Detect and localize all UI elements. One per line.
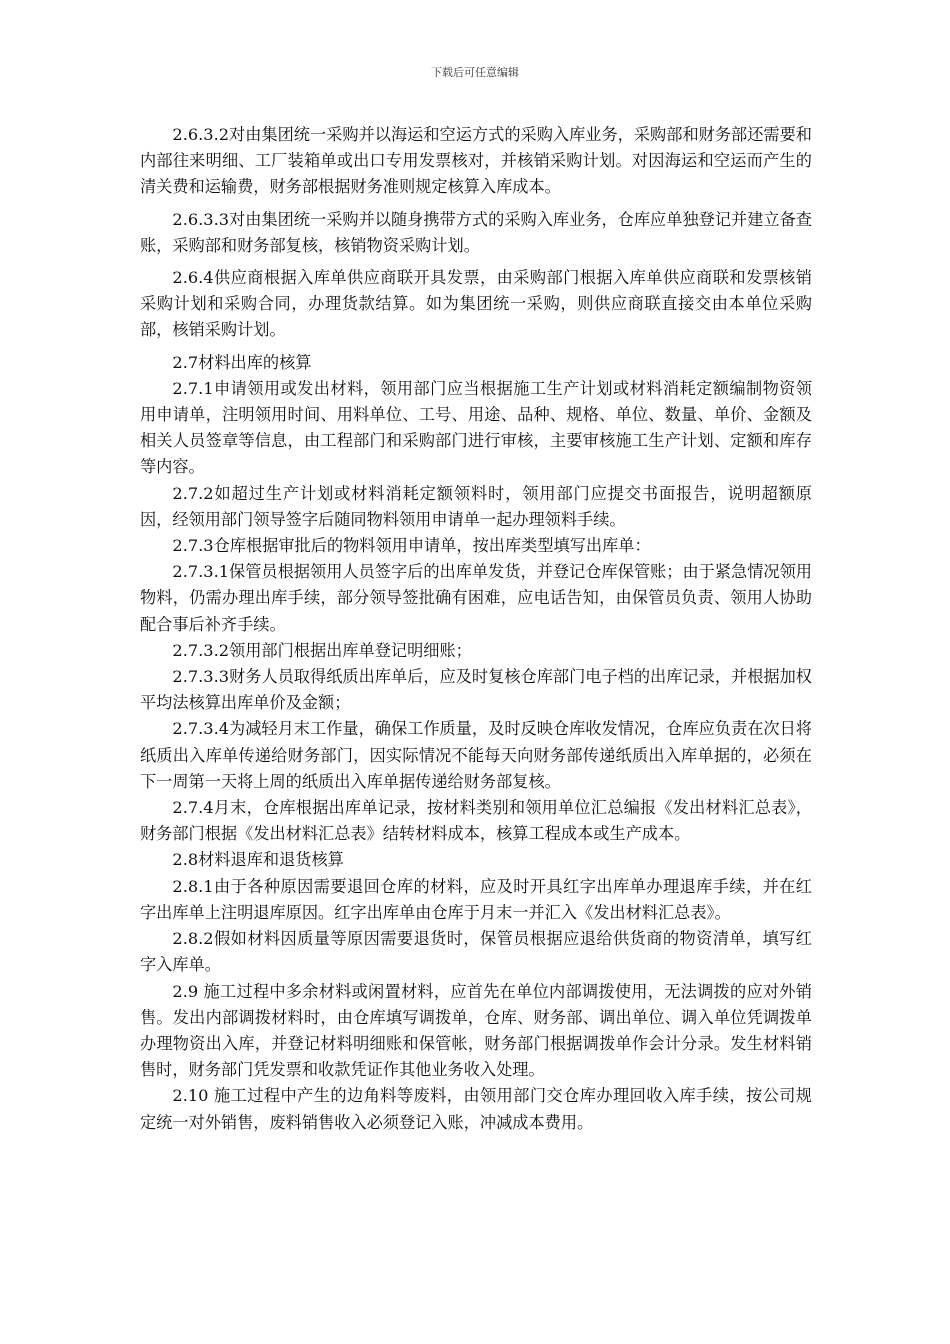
paragraph-2-7-3-2: 2.7.3.2领用部门根据出库单登记明细账； <box>172 640 472 660</box>
paragraph-2-6-3-2: 2.6.3.2对由集团统一采购并以海运和空运方式的采购入库业务，采购部和财务部还需要和内部往来明细、工厂装箱单或出口专用发票核对，并核销采购计划。对因海运和空运而产生的清关费和运输费，财务部根据财务准则规定核算入库成本。 <box>140 125 812 197</box>
document-body <box>140 122 812 1136</box>
paragraph-2-7-2: 2.7.2如超过生产计划或材料消耗定额领料时，领用部门应提交书面报告，说明超额原因，经领用部门领导签字后随同物料领用申请单一起办理领料手续。 <box>140 483 812 529</box>
paragraph-2-7-3-1: 2.7.3.1保管员根据领用人员签字后的出库单发货，并登记仓库保管账；由于紧急情况领用物料，仍需办理出库手续，部分领导签批确有困难，应电话告知，由保管员负责、领用人协助配合事后补齐手续。 <box>140 562 812 634</box>
paragraph-2-7-1: 2.7.1申请领用或发出材料，领用部门应当根据施工生产计划或材料消耗定额编制物资领用申请单，注明领用时间、用料单位、工号、用途、品种、规格、单位、数量、单价、金额及相关人员签章等信息，由工程部门和采购部门进行审核，主要审核施工生产计划、定额和库存等内容。 <box>140 378 812 477</box>
paragraph-2-10: 2.10 施工过程中产生的边角料等废料，由领用部门交仓库办理回收入库手续，按公司规定统一对外销售，废料销售收入必须登记入账，冲减成本费用。 <box>140 1086 812 1132</box>
paragraph-2-7-3-4: 2.7.3.4为减轻月末工作量，确保工作质量，及时反映仓库收发情况，仓库应负责在次日将纸质出入库单传递给财务部门，因实际情况不能每天向财务部传递纸质出入库单据的，必须在下一周第一天将上周的纸质出入库单据传递给财务部复核。 <box>140 719 812 791</box>
paragraph-2-8-1: 2.8.1由于各种原因需要退回仓库的材料，应及时开具红字出库单办理退库手续，并在红字出库单上注明退库原因。红字出库单由仓库于月末一并汇入《发出材料汇总表》。 <box>140 876 812 922</box>
section-heading-2-8: 2.8材料退库和退货核算 <box>172 850 344 870</box>
section-heading-2-7: 2.7材料出库的核算 <box>172 352 312 372</box>
paragraph-2-8-2: 2.8.2假如材料因质量等原因需要退货时，保管员根据应退给供货商的物资清单，填写红字入库单。 <box>140 929 812 975</box>
page-header: 下载后可任意编辑 <box>431 66 519 79</box>
paragraph-2-6-3-3: 2.6.3.3对由集团统一采购并以随身携带方式的采购入库业务，仓库应单独登记并建立备查账，采购部和财务部复核，核销物资采购计划。 <box>140 209 812 255</box>
paragraph-2-9: 2.9 施工过程中多余材料或闲置材料，应首先在单位内部调拨使用，无法调拨的应对外销售。发出内部调拨材料时，由仓库填写调拨单，仓库、财务部、调出单位、调入单位凭调拨单办理物资出入库，并登记材料明细账和保管帐，财务部门根据调拨单作会计分录。发生材料销售时，财务部门凭发票和收款凭证作其他业务收入处理。 <box>140 981 812 1080</box>
paragraph-2-7-4: 2.7.4月末，仓库根据出库单记录，按材料类别和领用单位汇总编报《发出材料汇总表》，财务部门根据《发出材料汇总表》结转材料成本，核算工程成本或生产成本。 <box>140 798 812 844</box>
paragraph-2-7-3-3: 2.7.3.3财务人员取得纸质出库单后，应及时复核仓库部门电子档的出库记录，并根据加权平均法核算出库单价及金额； <box>140 667 812 713</box>
paragraph-2-6-4: 2.6.4供应商根据入库单供应商联开具发票，由采购部门根据入库单供应商联和发票核销采购计划和采购合同，办理货款结算。如为集团统一采购，则供应商联直接交由本单位采购部，核销采购计划。 <box>140 268 812 340</box>
paragraph-2-7-3: 2.7.3仓库根据审批后的物料领用申请单，按出库类型填写出库单： <box>172 536 651 556</box>
